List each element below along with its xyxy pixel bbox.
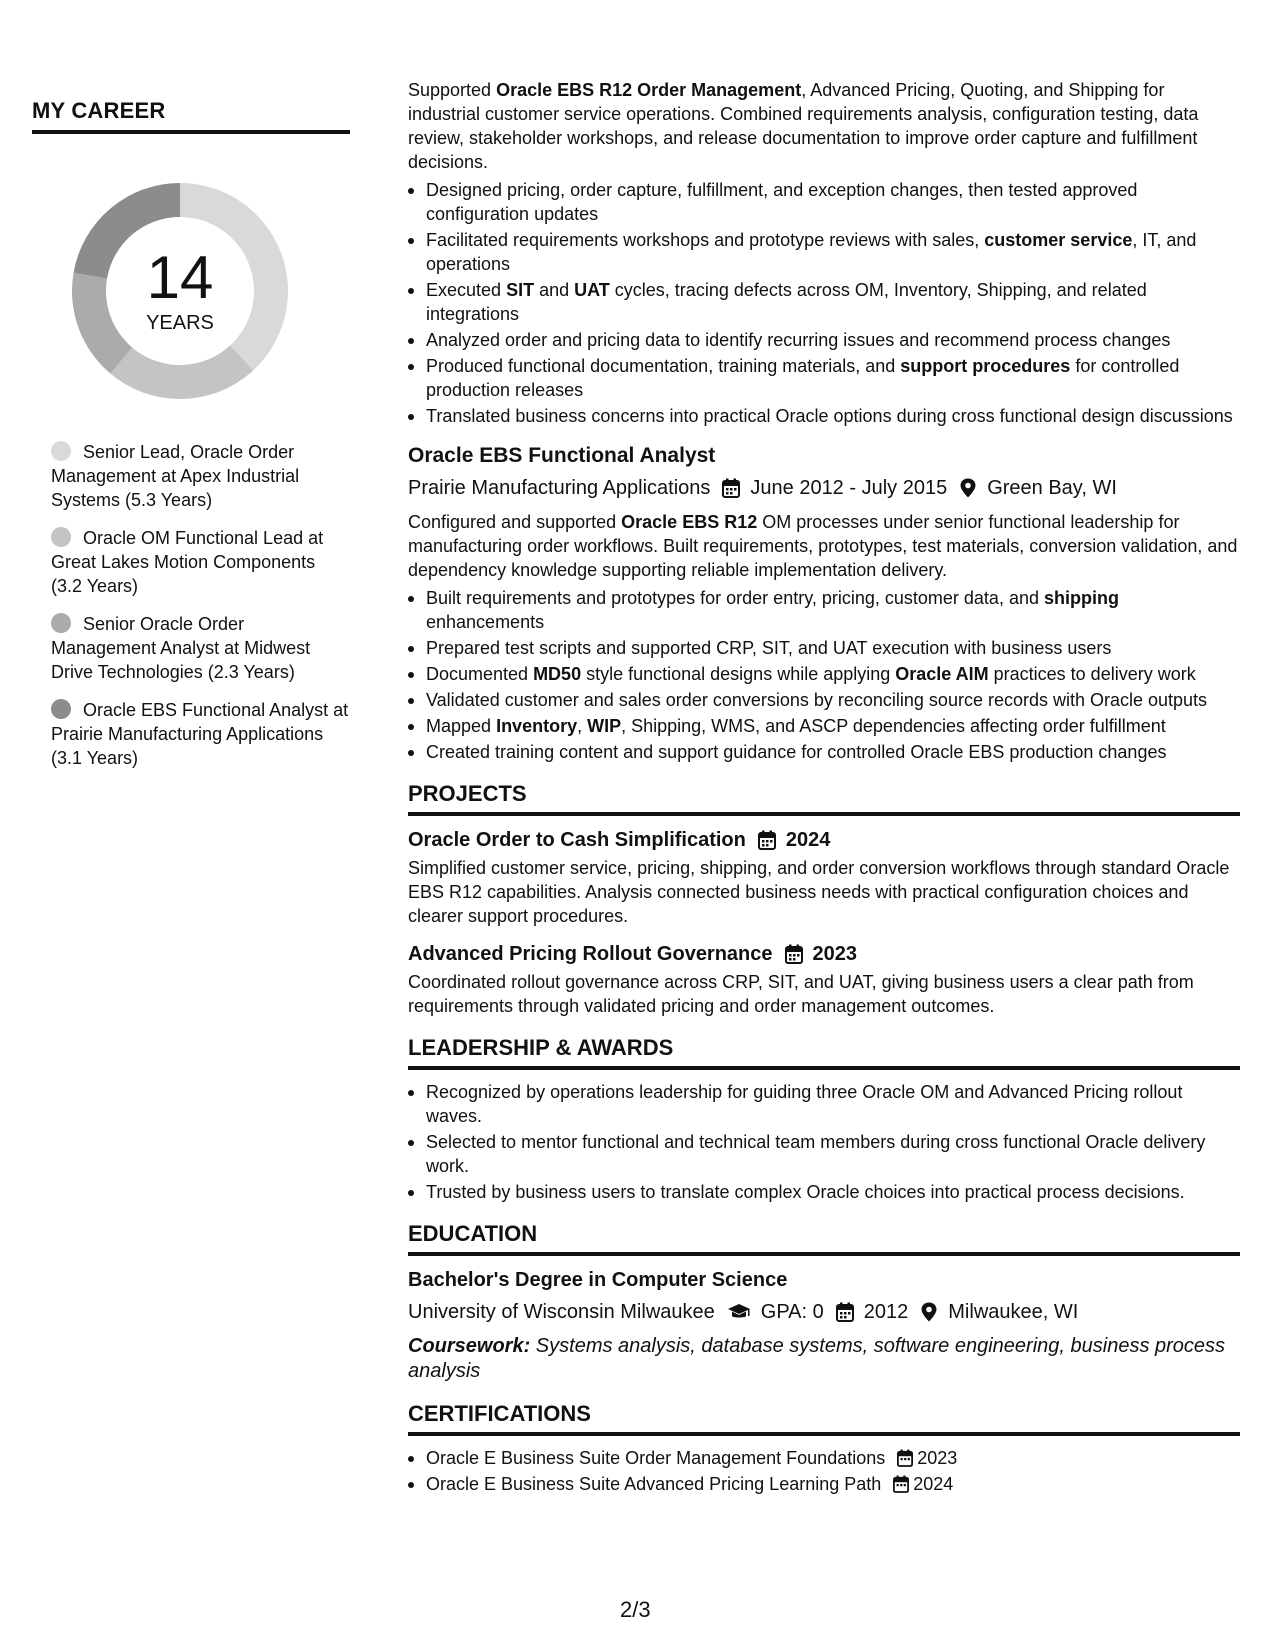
- leadership-heading: LEADERSHIP & AWARDS: [408, 1034, 1240, 1070]
- main-content: [408, 78, 1240, 1500]
- coursework-text: Systems analysis, database systems, software engineering, business process analysis: [408, 1335, 1226, 1382]
- career-item: [51, 698, 350, 770]
- project-title: Oracle Order to Cash Simplification: [408, 829, 746, 851]
- text: and: [534, 280, 575, 300]
- calendar-icon: [785, 944, 803, 964]
- certification-name: Oracle E Business Suite Advanced Pricing Learning Path: [426, 1474, 882, 1494]
- text-bold: shipping: [1043, 588, 1119, 608]
- bullet-item: [408, 354, 1240, 402]
- text: , Shipping, WMS, and ASCP dependencies affecting order fulfillment: [621, 716, 1166, 736]
- career-item: [51, 440, 350, 512]
- project-year: 2023: [812, 943, 858, 965]
- total-years-number: 14: [146, 243, 214, 311]
- text: practices to delivery work: [988, 664, 1196, 684]
- career-item-text: Senior Lead, Oracle Order Management at Apex Industrial Systems (5.3 Years): [51, 442, 300, 510]
- job2-meta: [408, 474, 1240, 502]
- career-item-text: Senior Oracle Order Management Analyst at Midwest Drive Technologies (2.3 Years): [51, 614, 311, 682]
- text-bold: SIT: [506, 280, 535, 300]
- job2-location: Green Bay, WI: [987, 477, 1117, 499]
- bullet-item: [408, 404, 1240, 428]
- text: Prepared test scripts and supported CRP, SIT, and UAT execution with business users: [426, 638, 1112, 658]
- donut-center: [65, 176, 295, 406]
- bullet-item: [408, 178, 1240, 226]
- text: Produced functional documentation, training materials, and: [426, 356, 901, 376]
- graduation-year: 2012: [863, 1301, 909, 1323]
- text: for controlled production releases: [426, 356, 1180, 400]
- career-item: [51, 612, 350, 684]
- career-item: [51, 526, 350, 598]
- text: , Advanced Pricing, Quoting, and Shipping for industrial customer service operations. Combined requirements analysis, configuration testing, data review, stakeholder workshops, and release documentation to improve order capture and fulfillment decisions.: [408, 80, 1199, 172]
- project-description: Coordinated rollout governance across CRP, SIT, and UAT, giving business users a clear path from requirements through validated pricing and order management outcomes.: [408, 972, 1194, 1016]
- text-bold: support procedures: [900, 356, 1071, 376]
- bullet-item: Trusted by business users to translate complex Oracle choices into practical process decisions.: [408, 1180, 1240, 1204]
- text-bold: MD50: [533, 664, 582, 684]
- calendar-icon: [758, 830, 776, 850]
- text: Designed pricing, order capture, fulfillment, and exception changes, then tested approved configuration updates: [426, 180, 1138, 224]
- job2-company: Prairie Manufacturing Applications: [408, 477, 711, 499]
- project-description: Simplified customer service, pricing, shipping, and order conversion workflows through standard Oracle EBS R12 capabilities. Analysis connected business needs with practical configuration choices and clearer support procedures.: [408, 858, 1230, 926]
- text: Created training content and support guidance for controlled Oracle EBS production changes: [426, 742, 1167, 762]
- certification-item: [408, 1446, 1240, 1470]
- calendar-icon: [836, 1302, 854, 1322]
- text: cycles, tracing defects across OM, Inventory, Shipping, and related integrations: [426, 280, 1147, 324]
- total-years-unit: YEARS: [146, 311, 214, 334]
- project-year: 2024: [785, 829, 831, 851]
- text: enhancements: [426, 612, 545, 632]
- leadership-list: [408, 1080, 1240, 1204]
- text-bold: WIP: [587, 716, 622, 736]
- text-bold: Oracle EBS R12 Order Management: [496, 80, 802, 100]
- legend-dot-icon: [51, 441, 71, 461]
- job2-dates: June 2012 - July 2015: [750, 477, 948, 499]
- job1-summary: [408, 78, 1240, 174]
- job2-bullets: [408, 586, 1240, 764]
- bullet-item: [408, 328, 1240, 352]
- text: , IT, and operations: [426, 230, 1197, 274]
- location-pin-icon: [959, 478, 977, 498]
- job1-bullets: [408, 178, 1240, 428]
- project-item: [408, 940, 1240, 1018]
- career-item-text: Oracle OM Functional Lead at Great Lakes Motion Components (3.2 Years): [51, 528, 324, 596]
- bullet-item: [408, 586, 1240, 634]
- location-pin-icon: [920, 1302, 938, 1322]
- career-item-text: Oracle EBS Functional Analyst at Prairie Manufacturing Applications (3.1 Years): [51, 700, 349, 768]
- school-location: Milwaukee, WI: [948, 1301, 1079, 1323]
- certifications-list: [408, 1446, 1240, 1496]
- education-heading: EDUCATION: [408, 1220, 1240, 1256]
- job2-summary: [408, 510, 1240, 582]
- school-name: University of Wisconsin Milwaukee: [408, 1301, 715, 1323]
- project-title-row: [408, 826, 1240, 854]
- bullet-item: [408, 662, 1240, 686]
- text: Built requirements and prototypes for order entry, pricing, customer data, and: [426, 588, 1044, 608]
- text: ,: [577, 716, 588, 736]
- project-item: [408, 826, 1240, 928]
- text: OM processes under senior functional leadership for manufacturing order workflows. Built requirements, prototypes, test materials, conversion validation, and dependency knowledge supporting reliable implementation delivery.: [408, 512, 1238, 580]
- career-section-title: MY CAREER: [32, 98, 350, 134]
- career-sidebar: [32, 98, 350, 784]
- text: style functional designs while applying: [581, 664, 896, 684]
- bullet-item: [408, 278, 1240, 326]
- text-bold: UAT: [574, 280, 610, 300]
- project-title: Advanced Pricing Rollout Governance: [408, 943, 773, 965]
- bullet-item: Recognized by operations leadership for guiding three Oracle OM and Advanced Pricing rollout waves.: [408, 1080, 1240, 1128]
- bullet-item: [408, 636, 1240, 660]
- bullet-item: [408, 740, 1240, 764]
- certification-name: Oracle E Business Suite Order Management Foundations: [426, 1448, 886, 1468]
- bullet-item: [408, 228, 1240, 276]
- text: Facilitated requirements workshops and prototype reviews with sales,: [426, 230, 985, 250]
- calendar-icon: [897, 1449, 913, 1467]
- coursework-label: Coursework:: [408, 1335, 531, 1357]
- text: Configured and supported: [408, 512, 622, 532]
- legend-dot-icon: [51, 613, 71, 633]
- text: Validated customer and sales order conversions by reconciling source records with Oracle outputs: [426, 690, 1208, 710]
- education-meta: [408, 1298, 1240, 1326]
- calendar-icon: [722, 478, 740, 498]
- text-bold: Inventory: [496, 716, 578, 736]
- legend-dot-icon: [51, 527, 71, 547]
- coursework: [408, 1334, 1240, 1384]
- text-bold: Oracle AIM: [895, 664, 989, 684]
- certification-item: [408, 1472, 1240, 1496]
- calendar-icon: [893, 1475, 909, 1493]
- page-number: 2/3: [620, 1597, 651, 1622]
- graduation-cap-icon: [727, 1302, 751, 1322]
- legend-dot-icon: [51, 699, 71, 719]
- gpa: GPA: 0: [760, 1301, 824, 1323]
- certification-year: 2023: [917, 1448, 958, 1468]
- bullet-item: Selected to mentor functional and technical team members during cross functional Oracle delivery work.: [408, 1130, 1240, 1178]
- certification-year: 2024: [913, 1474, 954, 1494]
- text: Translated business concerns into practical Oracle options during cross functional design discussions: [426, 406, 1233, 426]
- career-donut-chart: [65, 176, 295, 406]
- text-bold: customer service: [984, 230, 1133, 250]
- text: Mapped: [426, 716, 497, 736]
- job2-title: Oracle EBS Functional Analyst: [408, 444, 716, 467]
- degree-title: Bachelor's Degree in Computer Science: [408, 1269, 788, 1291]
- project-title-row: [408, 940, 1240, 968]
- text: Supported: [408, 80, 497, 100]
- bullet-item: [408, 714, 1240, 738]
- text: Executed: [426, 280, 507, 300]
- projects-heading: PROJECTS: [408, 780, 1240, 816]
- text-bold: Oracle EBS R12: [621, 512, 758, 532]
- career-list: [32, 440, 350, 770]
- text: Analyzed order and pricing data to identify recurring issues and recommend process changes: [426, 330, 1171, 350]
- text: Documented: [426, 664, 534, 684]
- bullet-item: [408, 688, 1240, 712]
- certifications-heading: CERTIFICATIONS: [408, 1400, 1240, 1436]
